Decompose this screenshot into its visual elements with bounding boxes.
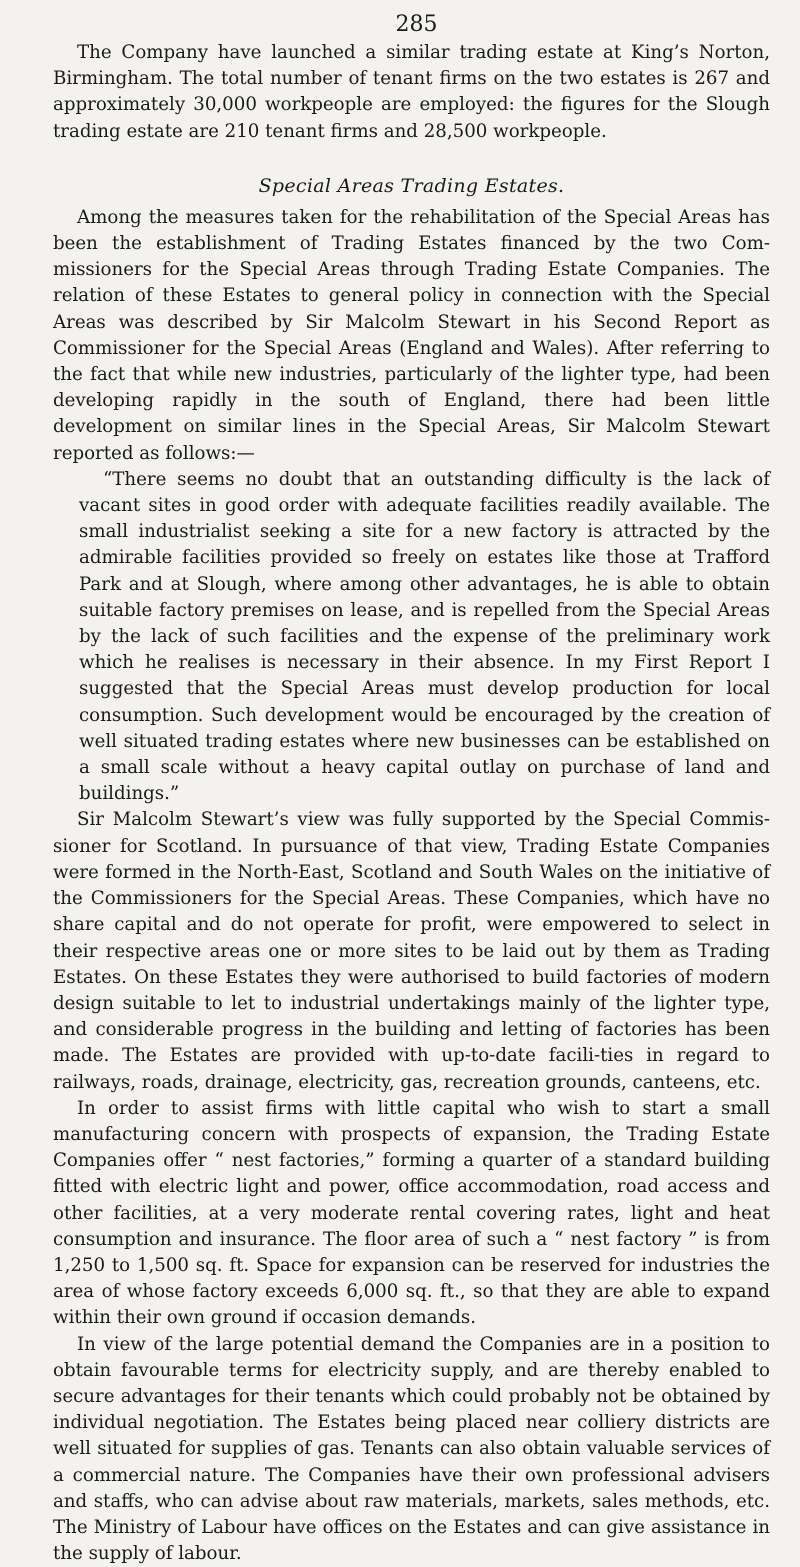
- page-number: 285: [395, 12, 438, 37]
- paragraph-kings-norton: The Company have launched a similar trading estate at King’s Norton, Birmingham. The total number of tenant firms on the two estates is 267 and approximately 30,000 workpeople are employed: the figures for the Slough trading estate are 210 tenant firms and 28,500 workpeople.: [53, 42, 770, 142]
- paragraph-trading-estate-companies: Sir Malcolm Stewart’s view was fully supported by the Special Commis-sioner for Scotland. In pursuance of that view, Trading Estate Companies were formed in the North-East, Scotland and South Wales on the initiative of the Commissioners for the Special Areas. These Companies, which have no share capital and do not operate for profit, were empowered to select in their respective areas one or more sites to be laid out by them as Trading Estates. On these Estates they were authorised to build factories of modern design suitable to let to industrial undertakings mainly of the lighter type, and considerable progress in the building and letting of factories has been made. The Estates are provided with up-to-date facili-ties in regard to railways, roads, drainage, electricity, gas, recreation grounds, canteens, etc.: [53, 809, 770, 1093]
- section-heading: Special Areas Trading Estates.: [258, 174, 565, 197]
- paragraph-special-areas-measures: Among the measures taken for the rehabilitation of the Special Areas has been the establishment of Trading Estates financed by the two Com-missioners for the Special Areas through Trading Estate Companies. The relation of these Estates to general policy in connection with the Special Areas was described by Sir Malcolm Stewart in his Second Report as Commissioner for the Special Areas (England and Wales). After referring to the fact that while new industries, particularly of the lighter type, had been developing rapidly in the south of England, there had been little development on similar lines in the Special Areas, Sir Malcolm Stewart reported as follows:—: [53, 206, 770, 464]
- paragraph-electricity-supply: In view of the large potential demand the Companies are in a position to obtain favourable terms for electricity supply, and are thereby enabled to secure advantages for their tenants which could probably not be obtained by individual negotiation. The Estates being placed near colliery districts are well situated for supplies of gas. Tenants can also obtain valuable services of a commercial nature. The Companies have their own professional advisers and staffs, who can advise about raw materials, markets, sales methods, etc. The Ministry of Labour have offices on the Estates and can give assistance in the supply of labour.: [53, 1333, 770, 1565]
- paragraph-nest-factories: In order to assist firms with little capital who wish to start a small manufacturing concern with prospects of expansion, the Trading Estate Companies offer “ nest factories,” forming a quarter of a standard building fitted with electric light and power, office accommodation, road access and other facilities, at a very moderate rental covering rates, light and heat consumption and insurance. The floor area of such a “ nest factory ” is from 1,250 to 1,500 sq. ft. Space for expansion can be reserved for industries the area of whose factory exceeds 6,000 sq. ft., so that they are able to expand within their own ground if occasion demands.: [53, 1097, 770, 1329]
- block-quote-stewart-report: “There seems no doubt that an outstanding difficulty is the lack of vacant sites in good order with adequate facilities readily available. The small industrialist seeking a site for a new factory is attracted by the admirable facilities provided so freely on estates like those at Trafford Park and at Slough, where among other advantages, he is able to obtain suitable factory premises on lease, and is repelled from the Special Areas by the lack of such facilities and the expense of the preliminary work which he realises is necessary in their absence. In my First Report I suggested that the Special Areas must develop production for local consumption. Such development would be encouraged by the creation of well situated trading estates where new businesses can be established on a small scale without a heavy capital outlay on purchase of land and buildings.”: [79, 468, 770, 805]
